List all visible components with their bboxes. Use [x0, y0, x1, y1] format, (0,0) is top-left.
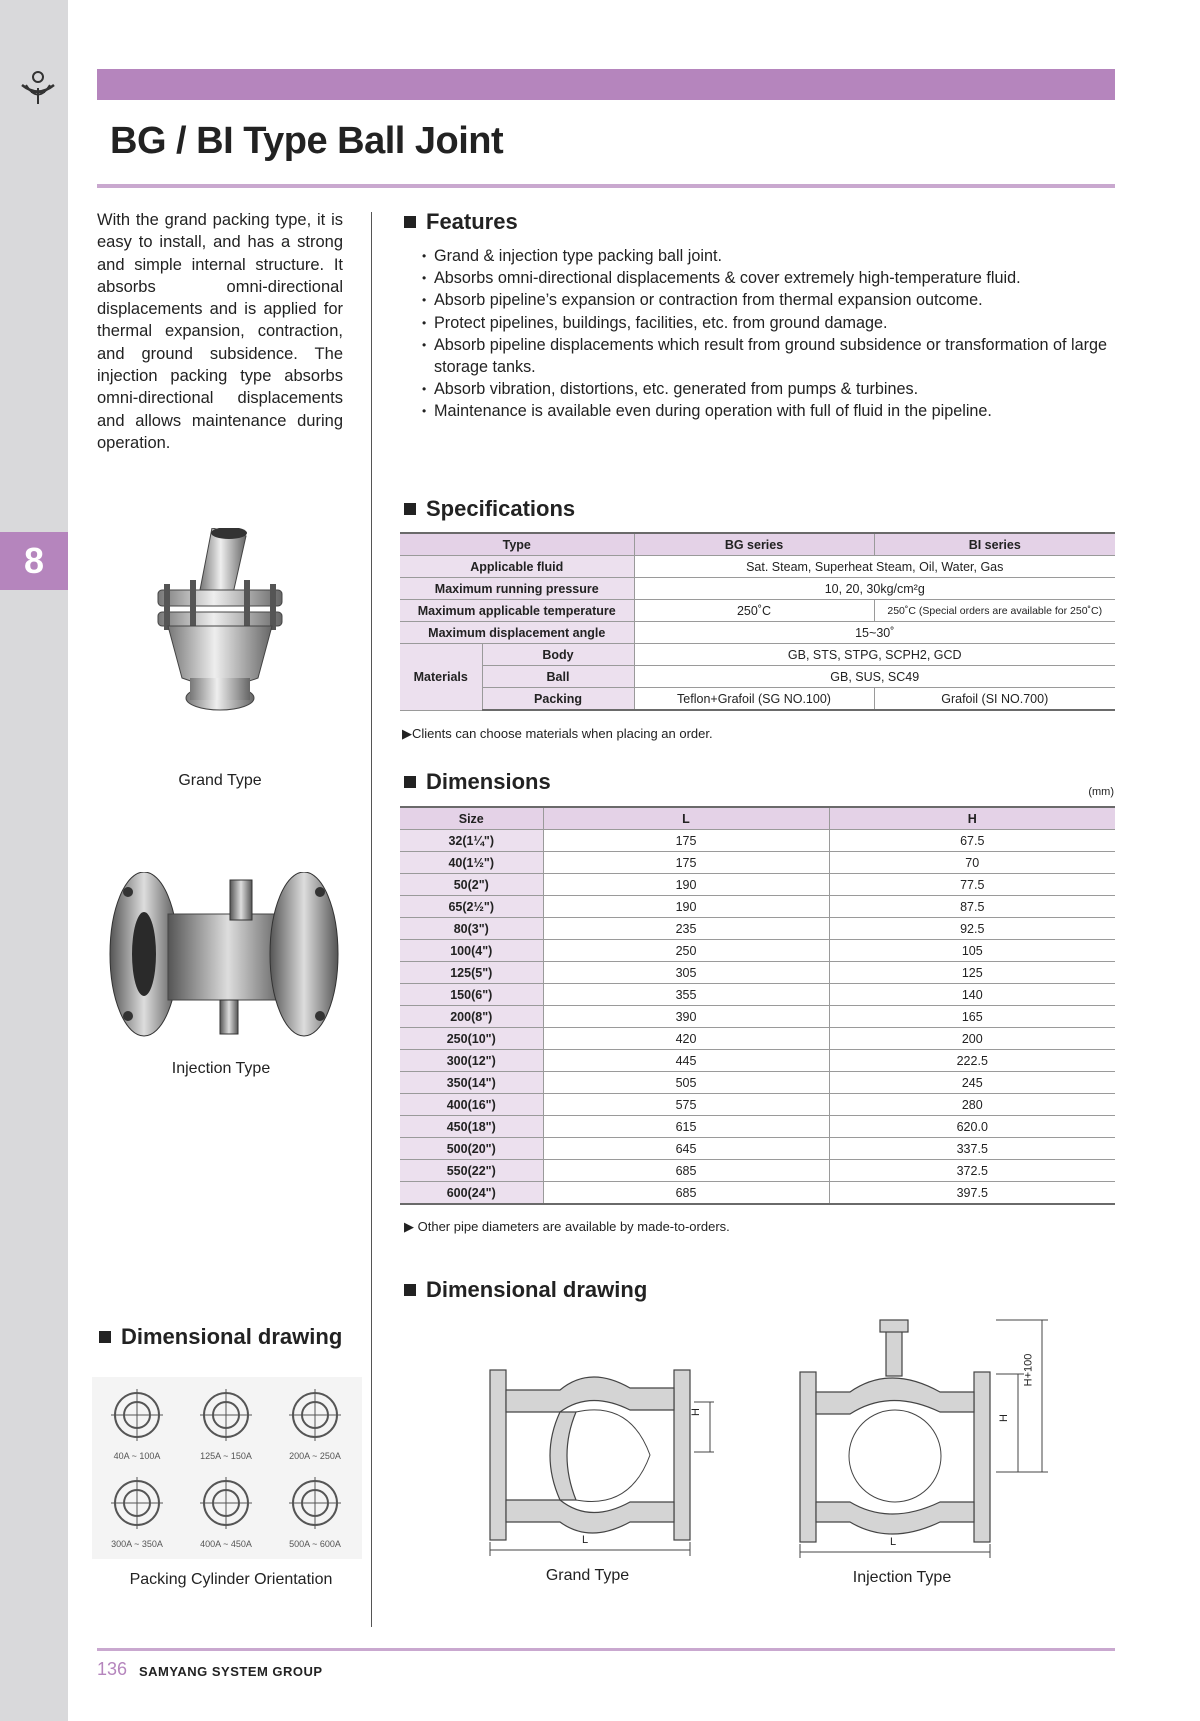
- dimensions-table: [400, 806, 1115, 1205]
- square-bullet-icon: [404, 776, 416, 788]
- table-row: [400, 578, 1115, 600]
- dimensions-table-body: [400, 807, 1115, 1204]
- temp-bg-value: 250˚C: [634, 600, 874, 622]
- table-row: [400, 1182, 1115, 1205]
- packing-bg-value: Teflon+Grafoil (SG NO.100): [634, 688, 874, 711]
- size-cell: 300(12"): [400, 1050, 543, 1072]
- size-cell: 500(20"): [400, 1138, 543, 1160]
- feature-item: • Absorbs omni-directional displacements & cover extremely high-temperature fluid.: [422, 267, 1122, 289]
- features-list: [422, 245, 1122, 423]
- temp-bi-value: 250˚C (Special orders are available for 250˚C): [874, 600, 1115, 622]
- pressure-value: 10, 20, 30kg/cm²g: [634, 578, 1115, 600]
- table-row: [400, 622, 1115, 644]
- l-cell: 175: [543, 852, 829, 874]
- dimension-label-h: H: [689, 1408, 702, 1416]
- h-cell: 200: [829, 1028, 1115, 1050]
- h-cell: 280: [829, 1094, 1115, 1116]
- page-number: 136: [97, 1659, 128, 1679]
- angle-label: Maximum displacement angle: [400, 622, 634, 644]
- body-label: Body: [482, 644, 634, 666]
- l-cell: 420: [543, 1028, 829, 1050]
- h-cell: 245: [829, 1072, 1115, 1094]
- dimension-label-h: H: [997, 1414, 1010, 1422]
- table-row: [400, 666, 1115, 688]
- grand-type-drawing: [480, 1360, 720, 1556]
- h-cell: 77.5: [829, 874, 1115, 896]
- dimension-label-l: L: [582, 1534, 589, 1546]
- square-bullet-icon: [404, 216, 416, 228]
- chapter-tab: 8: [0, 532, 68, 590]
- l-cell: 685: [543, 1160, 829, 1182]
- h-cell: 140: [829, 984, 1115, 1006]
- h-cell: 87.5: [829, 896, 1115, 918]
- orientation-label: 125A ~ 150A: [200, 1451, 252, 1461]
- table-row: [400, 874, 1115, 896]
- column-header-l: L: [543, 807, 829, 830]
- sidebar: [0, 0, 68, 1721]
- left-dimensional-drawing-heading: Dimensional drawing: [99, 1324, 342, 1350]
- page-title: BG / BI Type Ball Joint: [110, 120, 504, 162]
- table-row: [400, 600, 1115, 622]
- column-header-h: H: [829, 807, 1115, 830]
- injection-type-drawing: [790, 1316, 1050, 1558]
- table-row: [400, 984, 1115, 1006]
- size-cell: 450(18"): [400, 1116, 543, 1138]
- feature-item: • Protect pipelines, buildings, facilities, etc. from ground damage.: [422, 312, 1122, 334]
- orientation-label: 200A ~ 250A: [289, 1451, 341, 1461]
- size-cell: 600(24"): [400, 1182, 543, 1205]
- size-cell: 100(4"): [400, 940, 543, 962]
- l-cell: 250: [543, 940, 829, 962]
- table-row: [400, 918, 1115, 940]
- h-cell: 105: [829, 940, 1115, 962]
- square-bullet-icon: [99, 1331, 111, 1343]
- table-row: [400, 688, 1115, 711]
- pressure-label: Maximum running pressure: [400, 578, 634, 600]
- l-cell: 355: [543, 984, 829, 1006]
- l-cell: 235: [543, 918, 829, 940]
- h-cell: 165: [829, 1006, 1115, 1028]
- dimension-label-l: L: [890, 1536, 897, 1548]
- intro-text: With the grand packing type, it is easy to install, and has a strong and simple internal structure. It absorbs omni-directional displacements and is applied for thermal expansion, contraction, and ground subsidence. The injection packing type absorbs omni-directional displacements and allows maintenance during operation.: [97, 211, 343, 452]
- body-value: GB, STS, STPG, SCPH2, GCD: [634, 644, 1115, 666]
- specifications-note: ▶Clients can choose materials when placing an order.: [402, 726, 713, 741]
- h-cell: 397.5: [829, 1182, 1115, 1205]
- orientation-label: 500A ~ 600A: [289, 1539, 341, 1549]
- table-row: [400, 1050, 1115, 1072]
- grand-type-caption: Grand Type: [178, 772, 262, 789]
- dimensional-drawing-heading: Dimensional drawing: [404, 1277, 647, 1303]
- injection-type-drawing-caption: Injection Type: [852, 1569, 952, 1586]
- grand-type-photo: [150, 528, 290, 718]
- size-cell: 250(10"): [400, 1028, 543, 1050]
- fluid-label: Applicable fluid: [400, 556, 634, 578]
- size-cell: 40(1½"): [400, 852, 543, 874]
- h-cell: 372.5: [829, 1160, 1115, 1182]
- table-row: [400, 940, 1115, 962]
- l-cell: 645: [543, 1138, 829, 1160]
- packing-orientation-caption: Packing Cylinder Orientation: [129, 1571, 333, 1588]
- table-row: [400, 1160, 1115, 1182]
- packing-label: Packing: [482, 688, 634, 711]
- table-header-row: [400, 807, 1115, 830]
- table-row: [400, 852, 1115, 874]
- materials-label: Materials: [400, 644, 482, 711]
- size-cell: 150(6"): [400, 984, 543, 1006]
- square-bullet-icon: [404, 503, 416, 515]
- unit-label: (mm): [1088, 786, 1114, 798]
- table-row: [400, 1094, 1115, 1116]
- dimension-label-h-plus-100: H+100: [1022, 1353, 1035, 1387]
- type-label: Type: [400, 533, 634, 556]
- h-cell: 70: [829, 852, 1115, 874]
- feature-item: • Maintenance is available even during operation with full of fluid in the pipeline.: [422, 400, 1122, 422]
- packing-bi-value: Grafoil (SI NO.700): [874, 688, 1115, 711]
- l-cell: 305: [543, 962, 829, 984]
- column-header-size: Size: [400, 807, 543, 830]
- table-row: [400, 644, 1115, 666]
- ball-value: GB, SUS, SC49: [634, 666, 1115, 688]
- features-heading: Features: [404, 209, 518, 235]
- bi-series-label: BI series: [874, 533, 1115, 556]
- l-cell: 390: [543, 1006, 829, 1028]
- grand-type-drawing-caption: Grand Type: [545, 1567, 630, 1584]
- specifications-table: [400, 532, 1115, 711]
- h-cell: 222.5: [829, 1050, 1115, 1072]
- angle-value: 15~30˚: [634, 622, 1115, 644]
- size-cell: 32(1¼"): [400, 830, 543, 852]
- l-cell: 445: [543, 1050, 829, 1072]
- square-bullet-icon: [404, 1284, 416, 1296]
- column-divider: [371, 212, 372, 1627]
- l-cell: 615: [543, 1116, 829, 1138]
- l-cell: 685: [543, 1182, 829, 1205]
- l-cell: 190: [543, 896, 829, 918]
- table-row: [400, 830, 1115, 852]
- l-cell: 190: [543, 874, 829, 896]
- orientation-label: 400A ~ 450A: [200, 1539, 252, 1549]
- size-cell: 350(14"): [400, 1072, 543, 1094]
- dimensions-heading: Dimensions: [404, 769, 551, 795]
- h-cell: 67.5: [829, 830, 1115, 852]
- feature-item: • Grand & injection type packing ball joint.: [422, 245, 1122, 267]
- l-cell: 505: [543, 1072, 829, 1094]
- size-cell: 65(2½"): [400, 896, 543, 918]
- table-row: [400, 1072, 1115, 1094]
- header-bar: [97, 69, 1115, 100]
- h-cell: 92.5: [829, 918, 1115, 940]
- dimensions-note: ▶ Other pipe diameters are available by made-to-orders.: [404, 1219, 730, 1234]
- feature-item: • Absorb vibration, distortions, etc. generated from pumps & turbines.: [422, 378, 1122, 400]
- h-cell: 620.0: [829, 1116, 1115, 1138]
- table-row: [400, 1006, 1115, 1028]
- size-cell: 200(8"): [400, 1006, 543, 1028]
- size-cell: 80(3"): [400, 918, 543, 940]
- feature-item: • Absorb pipeline displacements which result from ground subsidence or transformation of large storage tanks.: [422, 334, 1122, 378]
- title-divider: [97, 184, 1115, 188]
- injection-type-photo: [108, 872, 340, 1042]
- size-cell: 400(16"): [400, 1094, 543, 1116]
- company-name: SAMYANG SYSTEM GROUP: [139, 1664, 323, 1679]
- fluid-value: Sat. Steam, Superheat Steam, Oil, Water, Gas: [634, 556, 1115, 578]
- feature-item: • Absorb pipeline’s expansion or contraction from thermal expansion outcome.: [422, 289, 1122, 311]
- injection-type-caption: Injection Type: [171, 1060, 271, 1077]
- footer-divider: [97, 1648, 1115, 1651]
- table-row: [400, 1116, 1115, 1138]
- orientation-label: 300A ~ 350A: [111, 1539, 163, 1549]
- size-cell: 550(22"): [400, 1160, 543, 1182]
- ball-label: Ball: [482, 666, 634, 688]
- table-row: [400, 556, 1115, 578]
- specifications-heading: Specifications: [404, 496, 575, 522]
- l-cell: 575: [543, 1094, 829, 1116]
- bg-series-label: BG series: [634, 533, 874, 556]
- size-cell: 125(5"): [400, 962, 543, 984]
- h-cell: 337.5: [829, 1138, 1115, 1160]
- samyang-logo-icon: [18, 68, 58, 108]
- h-cell: 125: [829, 962, 1115, 984]
- temp-label: Maximum applicable temperature: [400, 600, 634, 622]
- table-row: [400, 1138, 1115, 1160]
- orientation-label: 40A ~ 100A: [113, 1451, 161, 1461]
- packing-orientation-diagram: [92, 1377, 362, 1559]
- table-row: [400, 1028, 1115, 1050]
- l-cell: 175: [543, 830, 829, 852]
- table-row: [400, 962, 1115, 984]
- table-row: [400, 533, 1115, 556]
- size-cell: 50(2"): [400, 874, 543, 896]
- table-row: [400, 896, 1115, 918]
